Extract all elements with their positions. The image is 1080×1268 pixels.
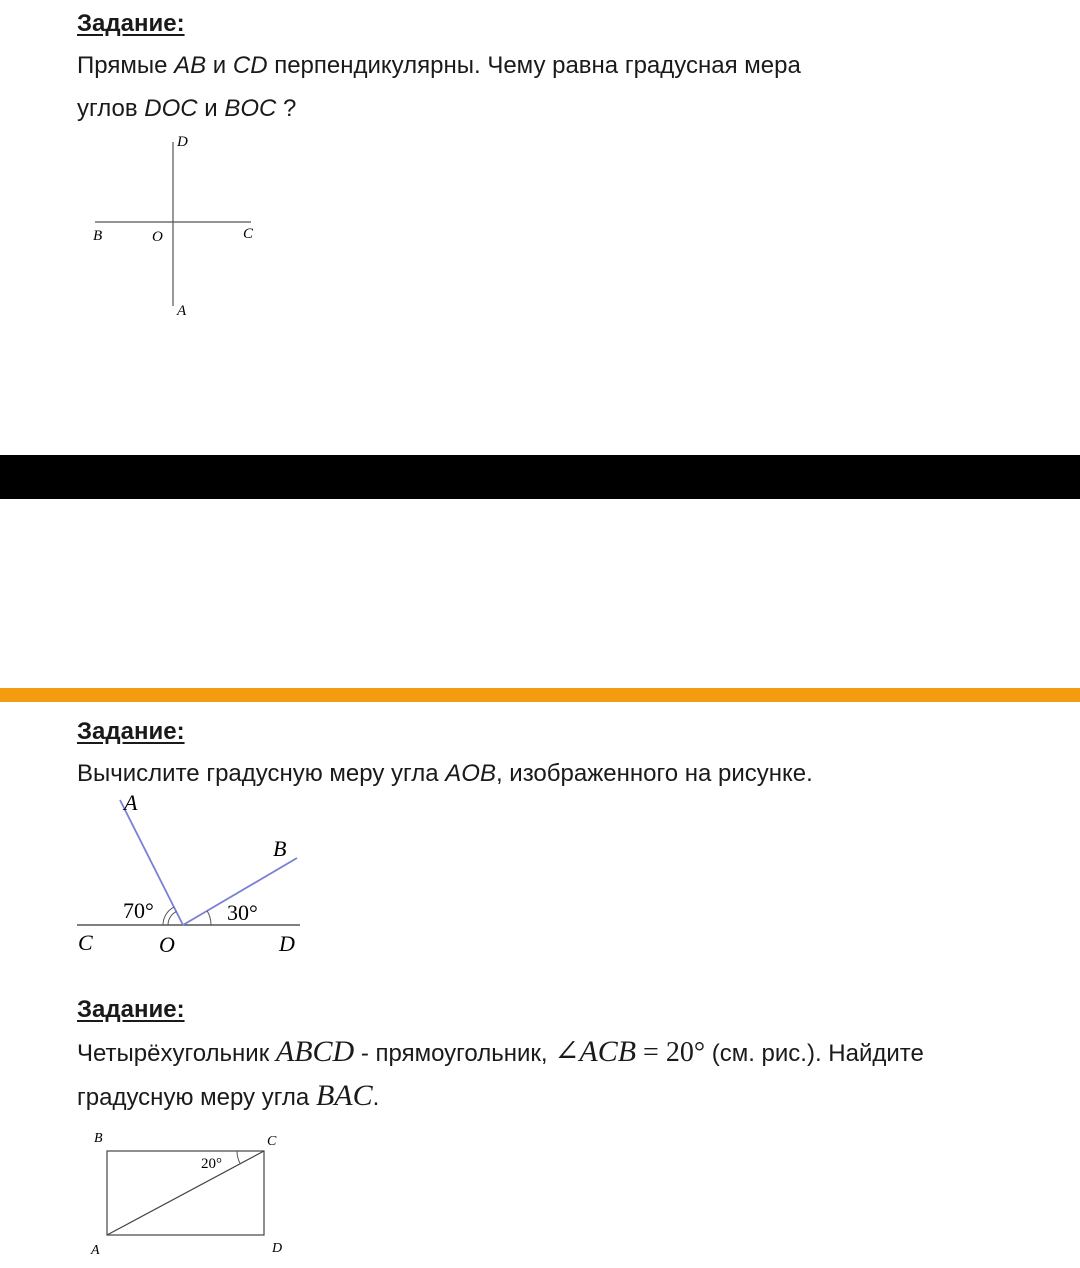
task2-text-line1 [77,760,813,789]
math-abcd: ABCD [275,1035,355,1068]
arc-70 [168,912,176,925]
label-o: O [152,229,163,245]
text-fragment: . [372,1084,380,1111]
task1-text-line1 [77,52,801,81]
text-fragment: и [197,95,225,122]
label-b: B [273,836,287,861]
text-fragment: - прямоугольник, [354,1040,555,1067]
orange-divider [0,688,1080,702]
label-b: B [94,1131,103,1146]
text-fragment: ? [276,95,297,122]
math-20deg: 20° [665,1037,706,1068]
label-o: O [159,932,175,957]
task1-text-line2 [77,95,296,124]
math-equals: = [636,1037,666,1068]
text-fragment: и [206,52,233,79]
arc-30 [207,911,211,925]
task1-heading: Задание: [77,10,185,37]
label-a: A [177,303,187,319]
math-angle-acb: ∠ACB [554,1035,637,1068]
label-d: D [279,931,295,956]
task2-heading: Задание: [77,718,185,745]
text-fragment: , изображенного на рисунке. [495,760,813,787]
angle-20: 20° [201,1156,222,1172]
task2-figure [70,790,320,965]
arc-20 [237,1151,240,1164]
label-a: A [91,1243,100,1258]
var-aob: AOB [445,760,496,787]
task1-figure [85,128,285,328]
label-c: C [243,226,254,242]
task3-figure [85,1120,295,1260]
text-fragment: Вычислите градусную меру угла [77,760,446,787]
var-cd: CD [232,52,268,79]
var-doc: DOC [144,95,198,122]
var-boc: BOC [224,95,277,122]
angle-30: 30° [227,900,258,925]
text-fragment: перпендикулярны. Чему равна градусная мера [267,52,801,79]
text-fragment: углов [77,95,145,122]
text-fragment: Прямые [77,52,175,79]
black-band [0,455,1080,499]
angle-70: 70° [123,898,154,923]
var-ab: AB [174,52,207,79]
label-c: C [78,930,93,955]
label-b: B [93,228,103,244]
math-bac: BAC [315,1079,373,1112]
task3-text-line2 [77,1078,379,1114]
label-c: C [267,1134,277,1149]
label-a: A [124,790,138,815]
label-d: D [272,1241,283,1256]
text-fragment: Четырёхугольник [77,1040,276,1067]
label-d: D [177,134,188,150]
diagonal-ac [107,1151,264,1235]
task3-heading: Задание: [77,996,185,1023]
task3-text-line1 [77,1034,924,1070]
text-fragment: (см. рис.). Найдите [705,1040,924,1067]
text-fragment: градусную меру угла [77,1084,316,1111]
